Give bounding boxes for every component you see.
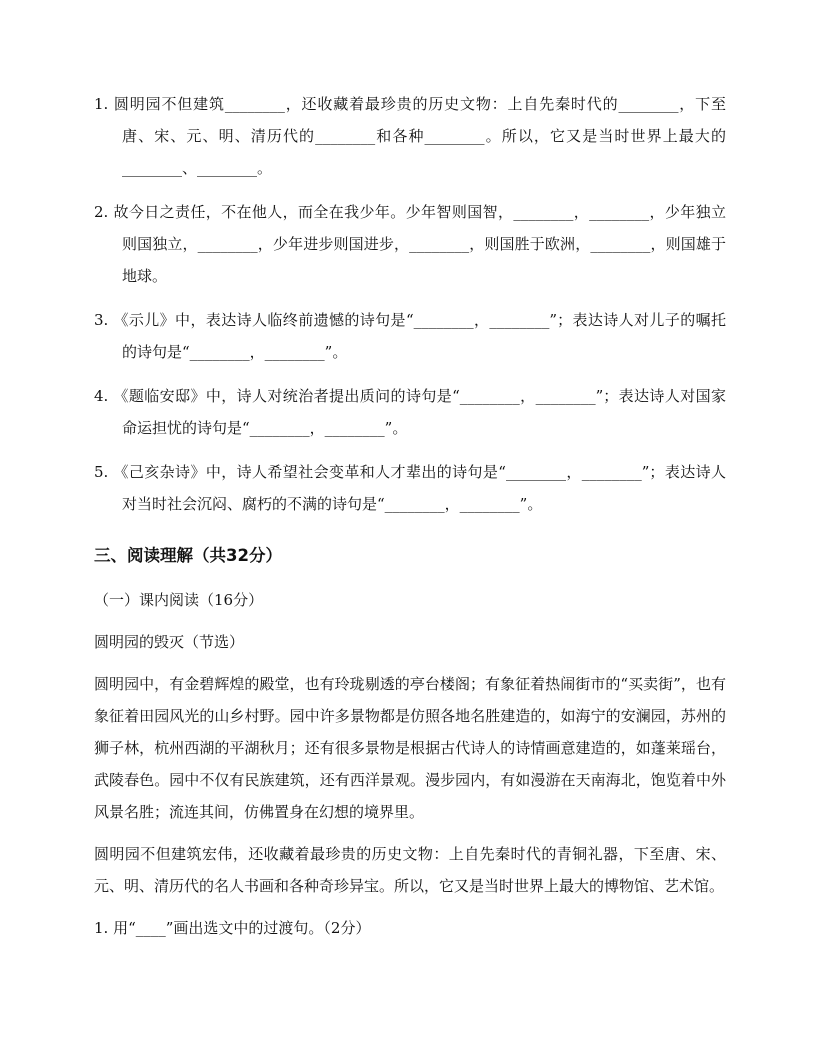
article-paragraph-2: 圆明园不但建筑宏伟，还收藏着最珍贵的历史文物：上自先秦时代的青铜礼器，下至唐、宋、元、明、清历代的名人书画和各种奇珍异宝。所以，它又是当时世界上最大的博物馆、艺术馆。 bbox=[94, 845, 726, 895]
document-page bbox=[94, 88, 726, 954]
spacer bbox=[94, 184, 726, 196]
fill-blank-question-2: 2. 故今日之责任，不在他人，而全在我少年。少年智则国智，________，________，少年独立则国独立，________，少年进步则国进步，________，则国胜于欧洲，________，则国雄于地球。 bbox=[94, 203, 726, 285]
fill-blank-question-5: 5. 《己亥杂诗》中，诗人希望社会变革和人才辈出的诗句是“________，________”；表达诗人对当时社会沉闷、腐朽的不满的诗句是“________，________”。 bbox=[94, 463, 726, 513]
subsection-title: （一）课内阅读（16分） bbox=[94, 591, 264, 609]
reading-question-1: 1. 用“____”画出选文中的过渡句。（2分） bbox=[94, 919, 371, 937]
fill-blank-question-1: 1. 圆明园不但建筑________，还收藏着最珍贵的历史文物：上自先秦时代的________，下至唐、宋、元、明、清历代的________和各种________。所以，它又是当时世界上最大的________、________。 bbox=[94, 95, 726, 177]
spacer bbox=[94, 292, 726, 304]
article-paragraph-1: 圆明园中，有金碧辉煌的殿堂，也有玲珑剔透的亭台楼阁；有象征着热闹街市的“买卖街”，也有象征着田园风光的山乡村野。园中许多景物都是仿照各地名胜建造的，如海宁的安澜园，苏州的狮子林，杭州西湖的平湖秋月；还有很多景物是根据古代诗人的诗情画意建造的，如蓬莱瑶台，武陵春色。园中不仅有民族建筑，还有西洋景观。漫步园内，有如漫游在天南海北，饱览着中外风景名胜；流连其间，仿佛置身在幻想的境界里。 bbox=[94, 675, 726, 821]
spacer bbox=[94, 520, 726, 532]
section-title: 三、阅读理解（共32分） bbox=[94, 546, 282, 565]
spacer bbox=[94, 444, 726, 456]
fill-blank-question-4: 4. 《题临安邸》中，诗人对统治者提出质问的诗句是“________，________”；表达诗人对国家命运担忧的诗句是“________，________”。 bbox=[94, 387, 726, 437]
spacer bbox=[94, 368, 726, 380]
article-title: 圆明园的毁灭（节选） bbox=[94, 633, 245, 651]
fill-blank-question-3: 3. 《示儿》中，表达诗人临终前遗憾的诗句是“________，________”；表达诗人对儿子的嘱托的诗句是“________，________”。 bbox=[94, 311, 726, 361]
